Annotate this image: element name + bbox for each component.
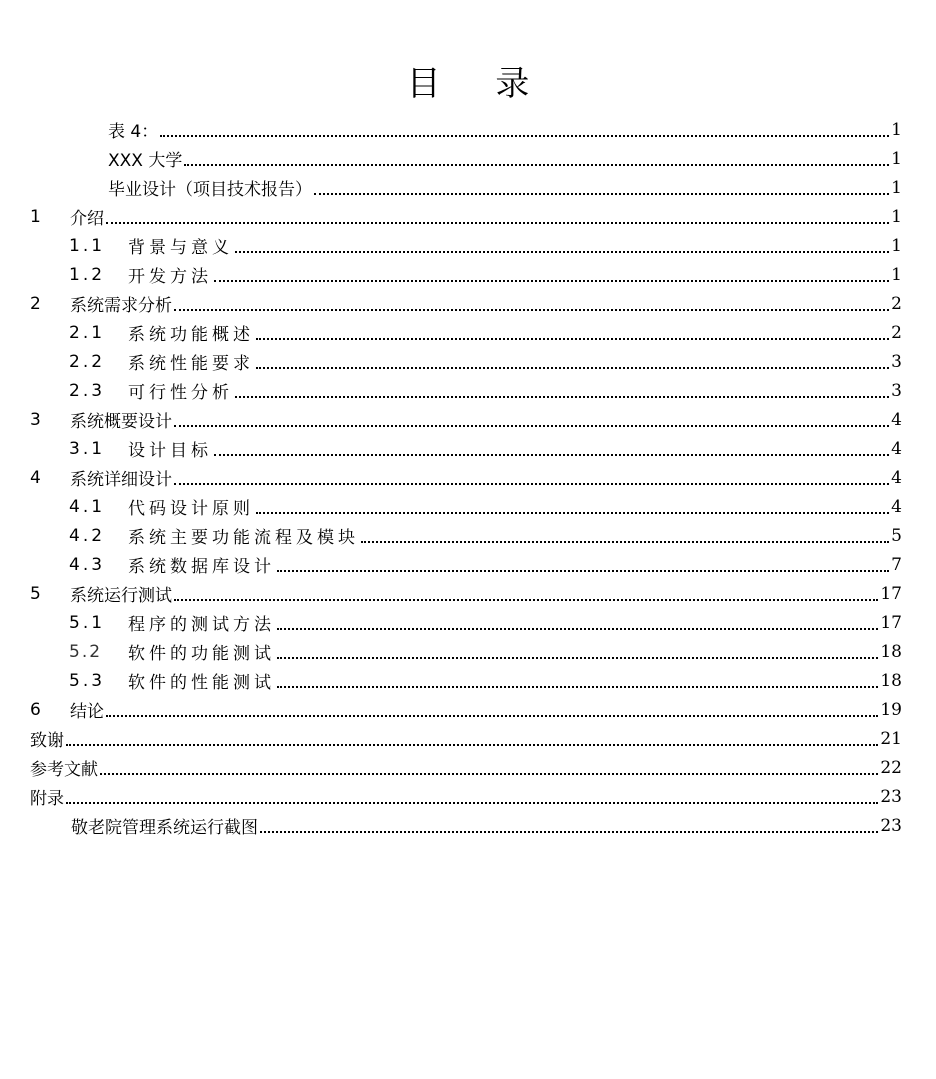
toc-leader	[256, 512, 889, 514]
toc-entry-number: 2.2	[69, 351, 106, 372]
toc-entry-number: 4.3	[69, 554, 106, 575]
toc-entry-label: 附录	[30, 789, 64, 809]
toc-entry-number: 2.1	[69, 322, 106, 343]
toc-entry-3[interactable]	[30, 405, 902, 434]
toc-leader	[361, 541, 889, 543]
toc-page-number: 3	[891, 351, 902, 372]
toc-page-number: 4	[891, 496, 902, 517]
toc-page-number: 19	[880, 699, 902, 720]
toc-entry-number: 6	[30, 699, 41, 720]
toc-entry-number: 2	[30, 293, 41, 314]
toc-entry-graduation-design[interactable]	[108, 173, 902, 202]
toc-entry-2-1[interactable]	[69, 318, 902, 347]
toc-leader	[214, 454, 889, 456]
toc-entry-1-1[interactable]	[69, 231, 902, 260]
toc-page-number: 1	[891, 119, 902, 140]
toc-leader	[277, 686, 878, 688]
toc-leader	[106, 715, 878, 717]
toc-leader	[256, 338, 889, 340]
toc-leader	[277, 657, 878, 659]
toc-entry-number: 5.2	[69, 641, 103, 662]
toc-page-number: 18	[880, 670, 902, 691]
toc-entry-number: 5.3	[69, 670, 106, 691]
toc-leader	[100, 773, 878, 775]
toc-entry-screenshots[interactable]	[71, 811, 902, 840]
toc-entry-number: 4	[30, 467, 41, 488]
toc-entry-5-3[interactable]	[69, 666, 902, 695]
toc-entry-number: 2.3	[69, 380, 106, 401]
toc-entry-label: 背景与意义	[128, 238, 233, 258]
toc-page-number: 2	[891, 322, 902, 343]
toc-entry-1-2[interactable]	[69, 260, 902, 289]
toc-entry-label: 系统主要功能流程及模块	[128, 528, 359, 548]
toc-entry-label: 软件的性能测试	[128, 673, 275, 693]
toc-entry-label: 系统功能概述	[128, 325, 254, 345]
toc-entry-4-2[interactable]	[69, 521, 902, 550]
toc-leader	[160, 135, 889, 137]
toc-leader	[174, 483, 889, 485]
toc-entry-5[interactable]	[30, 579, 902, 608]
toc-title: 目 录	[406, 64, 552, 104]
toc-leader	[235, 251, 889, 253]
toc-page-number: 7	[891, 554, 902, 575]
toc-page-number: 1	[891, 235, 902, 256]
toc-entry-3-1[interactable]	[69, 434, 902, 463]
toc-leader	[235, 396, 889, 398]
toc-entry-number: 3	[30, 409, 41, 430]
toc-entry-number: 5	[30, 583, 41, 604]
toc-leader	[174, 599, 878, 601]
toc-page-number: 1	[891, 177, 902, 198]
toc-entry-label: XXX 大学	[108, 151, 183, 171]
toc-page-number: 23	[880, 786, 902, 807]
toc-entry-number: 1.2	[69, 264, 106, 285]
toc-page-number: 1	[891, 264, 902, 285]
toc-leader	[277, 628, 878, 630]
toc-leader	[174, 425, 889, 427]
toc-page-number: 4	[891, 467, 902, 488]
toc-leader	[314, 193, 889, 195]
toc-entry-label: 表 4：	[108, 122, 159, 142]
toc-entry-number: 4.2	[69, 525, 106, 546]
toc-page-number: 21	[880, 728, 902, 749]
toc-entry-label: 代码设计原则	[128, 499, 254, 519]
toc-entry-number: 4.1	[69, 496, 106, 517]
toc-leader	[256, 367, 889, 369]
toc-entry-label: 开发方法	[128, 267, 212, 287]
toc-leader	[106, 222, 889, 224]
toc-entry-label: 毕业设计（项目技术报告）	[108, 180, 312, 200]
toc-entry-2-3[interactable]	[69, 376, 902, 405]
toc-entry-2-2[interactable]	[69, 347, 902, 376]
toc-entry-number: 3.1	[69, 438, 106, 459]
toc-page-number: 22	[880, 757, 902, 778]
toc-leader	[66, 802, 878, 804]
toc-leader	[260, 831, 878, 833]
toc-page-number: 1	[891, 206, 902, 227]
toc-entry-label: 设计目标	[128, 441, 212, 461]
toc-page-number: 17	[880, 612, 902, 633]
toc-page-number: 5	[891, 525, 902, 546]
toc-page-number: 2	[891, 293, 902, 314]
toc-entry-label: 系统运行测试	[70, 586, 172, 606]
toc-leader	[214, 280, 889, 282]
toc-entry-label: 程序的测试方法	[128, 615, 275, 635]
toc-page-number: 3	[891, 380, 902, 401]
toc-entry-label: 软件的功能测试	[128, 644, 275, 664]
toc-page-number: 23	[880, 815, 902, 836]
toc-entry-number: 1	[30, 206, 41, 227]
toc-leader	[66, 744, 878, 746]
toc-page-number: 18	[880, 641, 902, 662]
toc-entry-label: 系统性能要求	[128, 354, 254, 374]
toc-entry-table4[interactable]	[108, 115, 902, 144]
toc-page-number: 4	[891, 438, 902, 459]
toc-entry-label: 介绍	[70, 209, 104, 229]
toc-entry-2[interactable]	[30, 289, 902, 318]
toc-entry-4-1[interactable]	[69, 492, 902, 521]
toc-entry-label: 结论	[70, 702, 104, 722]
toc-entry-label: 系统详细设计	[70, 470, 172, 490]
toc-entry-number: 1.1	[69, 235, 106, 256]
toc-page-number: 1	[891, 148, 902, 169]
toc-entry-number: 5.1	[69, 612, 106, 633]
toc-entry-1[interactable]	[30, 202, 902, 231]
toc-entry-label: 参考文献	[30, 760, 98, 780]
toc-page-number: 4	[891, 409, 902, 430]
toc-entry-appendix[interactable]	[30, 782, 902, 811]
toc-entry-5-1[interactable]	[69, 608, 902, 637]
toc-entry-label: 可行性分析	[128, 383, 233, 403]
toc-leader	[277, 570, 889, 572]
toc-entry-university[interactable]	[108, 144, 902, 173]
toc-entry-label: 系统概要设计	[70, 412, 172, 432]
toc-page-number: 17	[880, 583, 902, 604]
toc-entry-4[interactable]	[30, 463, 902, 492]
toc-entry-references[interactable]	[30, 753, 902, 782]
toc-entry-label: 敬老院管理系统运行截图	[71, 818, 258, 838]
toc-entry-label: 系统需求分析	[70, 296, 172, 316]
toc-entry-acknowledgements[interactable]	[30, 724, 902, 753]
toc-entry-label: 致谢	[30, 731, 64, 751]
toc-leader	[174, 309, 889, 311]
toc-entry-6[interactable]	[30, 695, 902, 724]
toc-entry-5-2[interactable]	[69, 637, 902, 666]
toc-leader	[184, 164, 889, 166]
toc-entry-4-3[interactable]	[69, 550, 902, 579]
toc-entry-label: 系统数据库设计	[128, 557, 275, 577]
